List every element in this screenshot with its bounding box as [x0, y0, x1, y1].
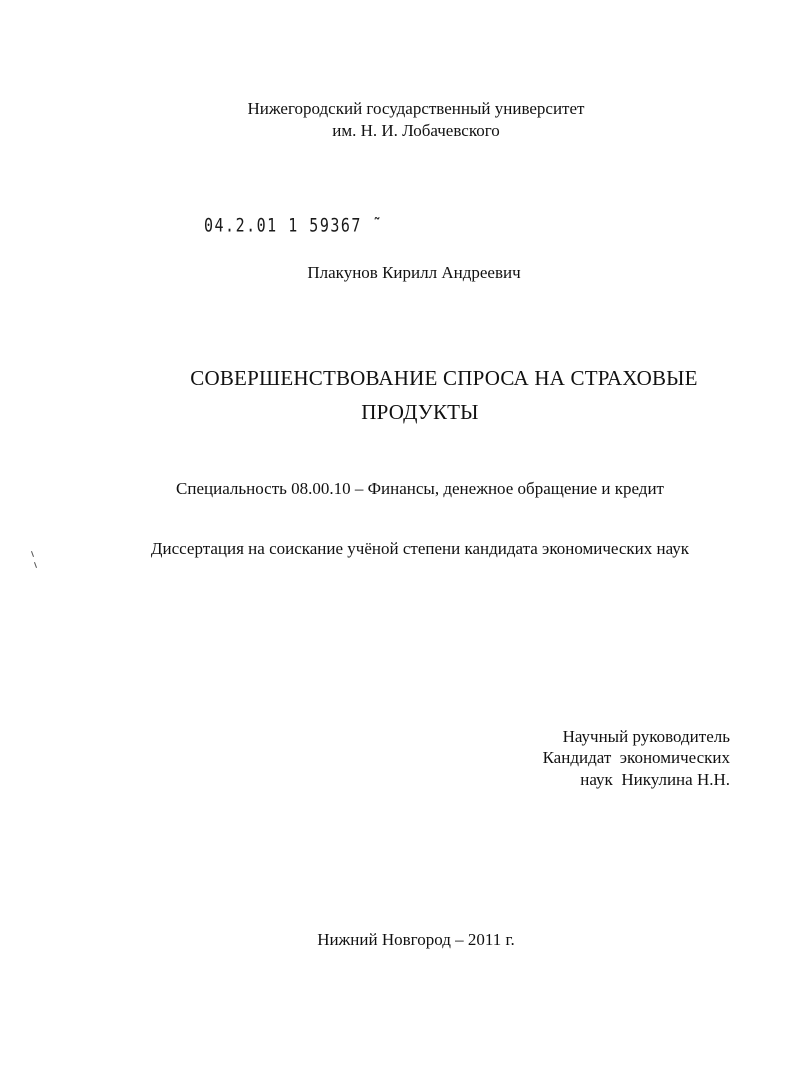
- city-and-year: Нижний Новгород – 2011 г.: [317, 930, 515, 949]
- specialty-line: Специальность 08.00.10 – Финансы, денежное обращение и кредит: [176, 479, 664, 498]
- scan-artifact-mark: [34, 562, 37, 568]
- dissertation-degree-line: Диссертация на соискание учёной степени кандидата экономических наук: [150, 539, 690, 558]
- supervisor-name: наук Никулина Н.Н.: [580, 770, 730, 789]
- university-name: Нижегородский государственный университет: [247, 99, 585, 118]
- author-name: Плакунов Кирилл Андреевич: [307, 263, 521, 282]
- dissertation-title-line-1: СОВЕРШЕНСТВОВАНИЕ СПРОСА НА СТРАХОВЫЕ: [190, 366, 698, 390]
- dissertation-title-line-2: ПРОДУКТЫ: [361, 400, 479, 424]
- supervisor-role: Научный руководитель: [562, 727, 730, 746]
- supervisor-degree: Кандидат экономических: [542, 748, 730, 767]
- university-named-after: им. Н. И. Лобачевского: [332, 121, 500, 140]
- registration-number-stamp: 04.2.01 1 59367 ˜: [204, 214, 384, 237]
